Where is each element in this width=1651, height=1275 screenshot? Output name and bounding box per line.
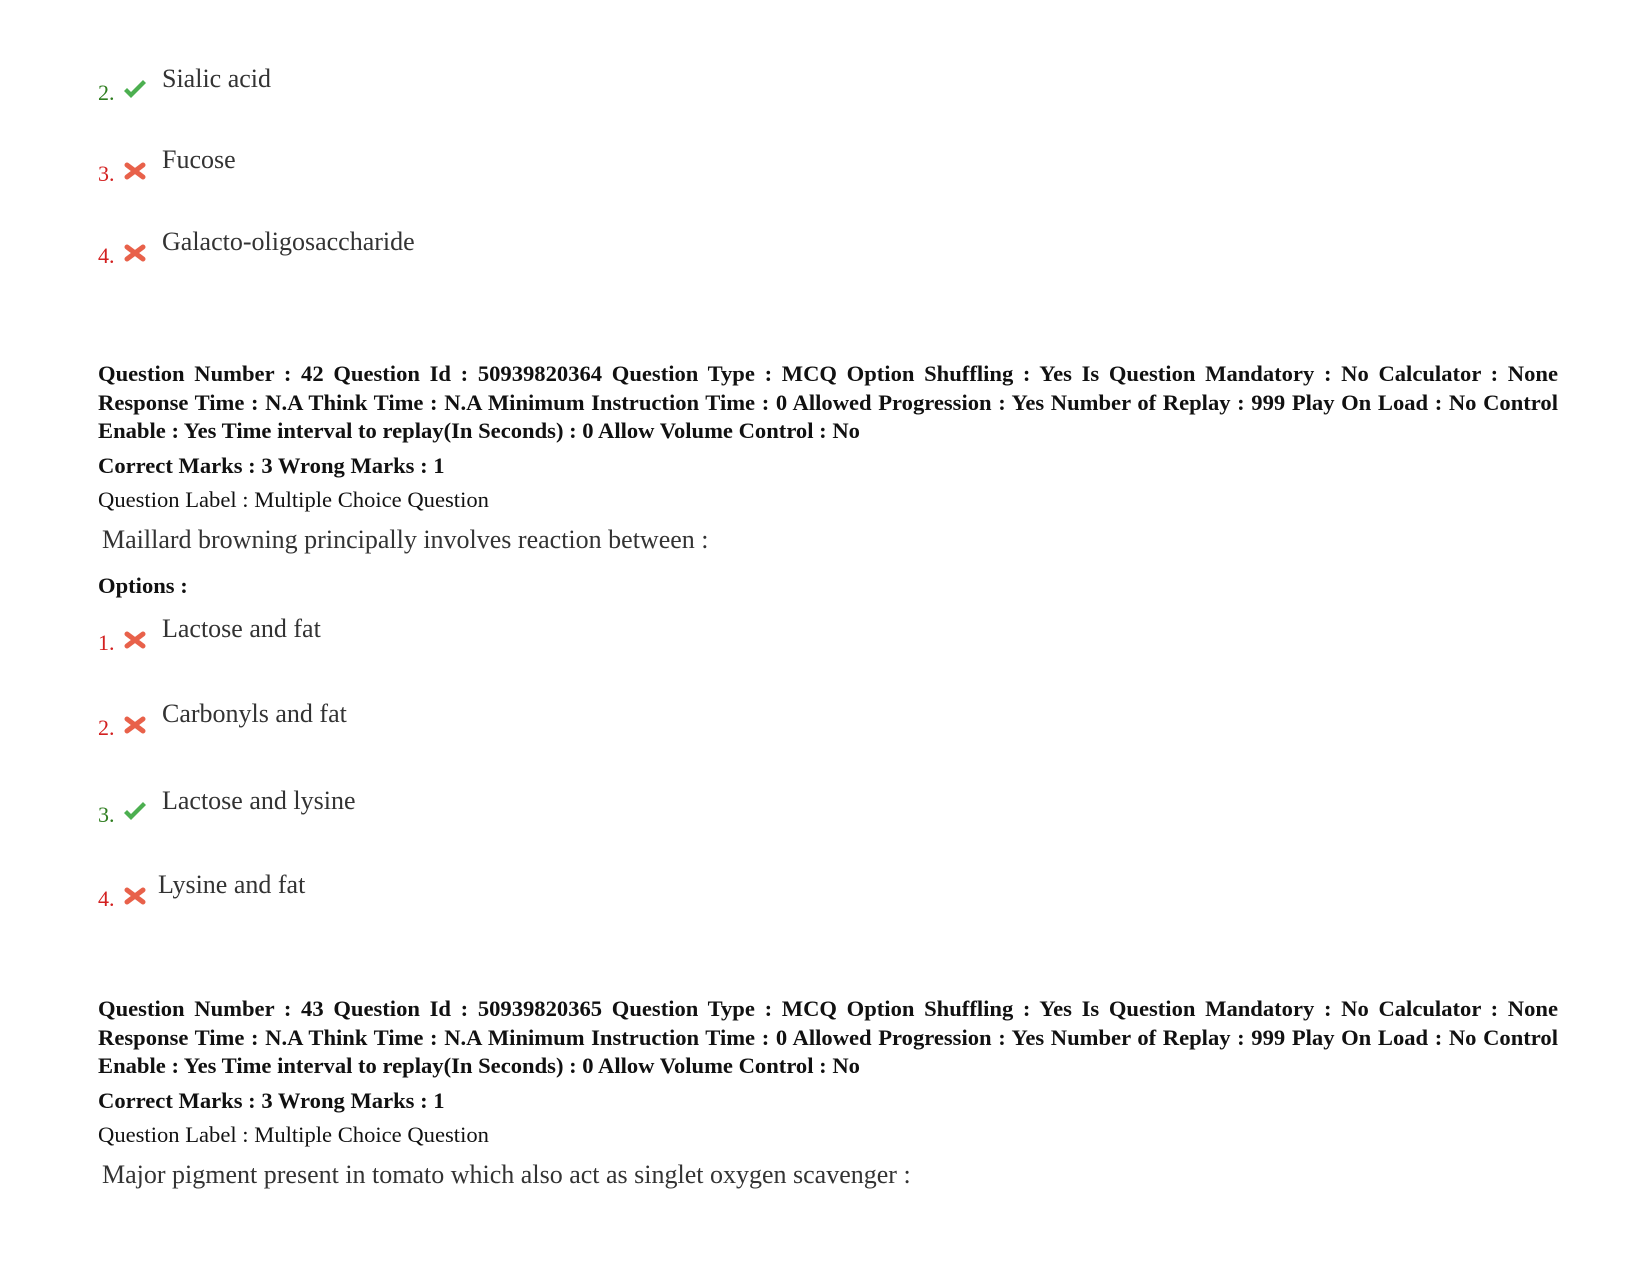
- question-43-marks: Correct Marks : 3 Wrong Marks : 1: [98, 1088, 445, 1113]
- option-text: Carbonyls and fat: [162, 699, 347, 728]
- q42-option-2: [98, 699, 898, 739]
- option-number: 2.: [98, 715, 115, 740]
- option-text: Lactose and lysine: [162, 786, 356, 815]
- option-number: 4.: [98, 243, 115, 268]
- cross-icon: [122, 884, 148, 908]
- check-icon: [122, 800, 148, 824]
- option-number: 3.: [98, 802, 115, 827]
- question-43-metadata: Question Number : 43 Question Id : 50939820365 Question Type : MCQ Option Shuffling : Yes Is Question Mandatory : No Calculator : None Response Time : N.A Think Time : N.A Minimum Instruction Time : 0 Allowed Progression : Yes Number of Replay : 999 Play On Load : No Control Enable : Yes Time interval to replay(In Seconds) : 0 Allow Volume Control : No: [98, 996, 1558, 1078]
- prev-option-4: [98, 227, 898, 267]
- question-42-text: Maillard browning principally involves reaction between :: [102, 525, 709, 554]
- option-number: 1.: [98, 630, 115, 655]
- q42-option-3: [98, 786, 898, 826]
- prev-option-3: [98, 145, 898, 185]
- cross-icon: [122, 159, 148, 183]
- option-number: 4.: [98, 886, 115, 911]
- option-number: 2.: [98, 80, 115, 105]
- question-42-metadata: Question Number : 42 Question Id : 50939820364 Question Type : MCQ Option Shuffling : Yes Is Question Mandatory : No Calculator : None Response Time : N.A Think Time : N.A Minimum Instruction Time : 0 Allowed Progression : Yes Number of Replay : 999 Play On Load : No Control Enable : Yes Time interval to replay(In Seconds) : 0 Allow Volume Control : No: [98, 361, 1558, 443]
- question-42-marks: Correct Marks : 3 Wrong Marks : 1: [98, 453, 445, 478]
- cross-icon: [122, 713, 148, 737]
- options-heading: Options :: [98, 573, 188, 598]
- question-42-label: Question Label : Multiple Choice Question: [98, 487, 489, 512]
- option-text: Sialic acid: [162, 64, 272, 93]
- question-43-label: Question Label : Multiple Choice Question: [98, 1122, 489, 1147]
- option-number: 3.: [98, 161, 115, 186]
- cross-icon: [122, 241, 148, 265]
- prev-option-2: [98, 64, 898, 104]
- option-text: Lysine and fat: [158, 870, 306, 899]
- question-43-text: Major pigment present in tomato which also act as singlet oxygen scavenger :: [102, 1160, 911, 1189]
- option-text: Fucose: [162, 145, 236, 174]
- q42-option-4: [98, 870, 898, 910]
- option-text: Lactose and fat: [162, 614, 321, 643]
- option-text: Galacto-oligosaccharide: [162, 227, 415, 256]
- q42-option-1: [98, 614, 898, 654]
- cross-icon: [122, 628, 148, 652]
- check-icon: [122, 78, 148, 102]
